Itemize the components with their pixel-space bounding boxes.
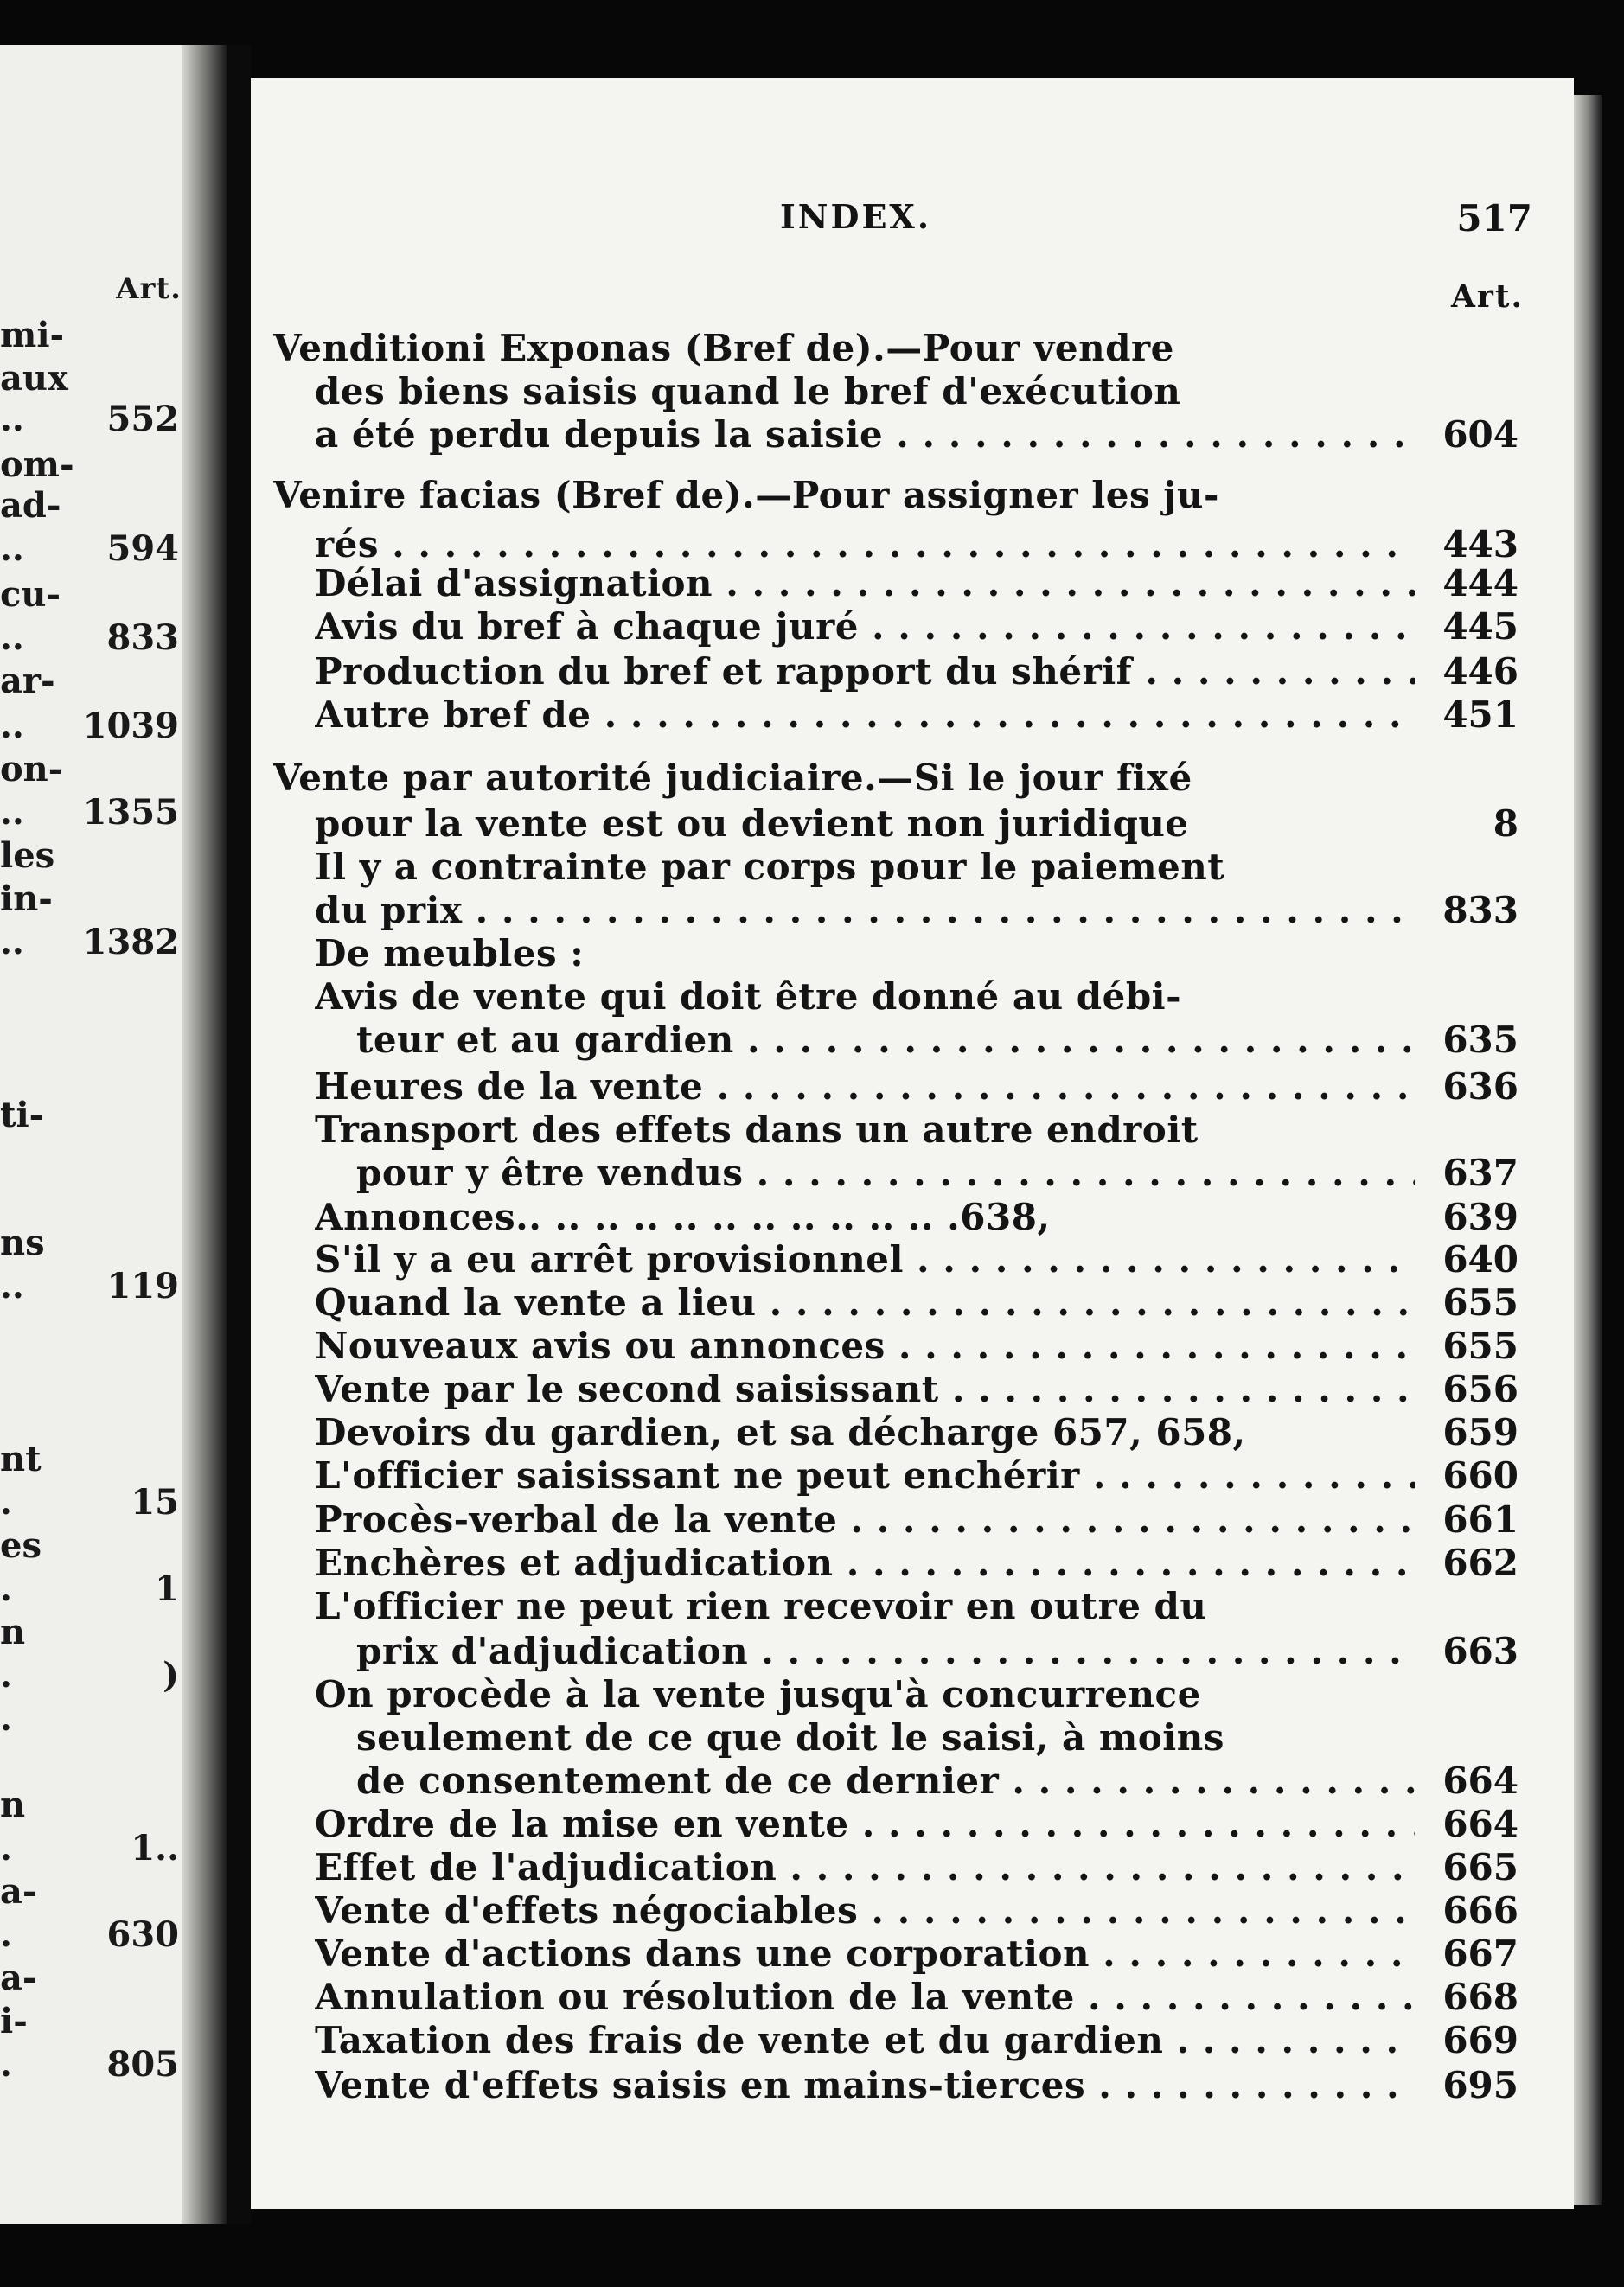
index-entry [273, 1932, 1519, 1976]
index-entry-text: Effet de l'adjudication . . . [315, 1846, 1415, 1889]
previous-page [0, 45, 227, 2224]
index-entry-article-number: 660 [1442, 1454, 1519, 1497]
left-fragment-number: 833 [106, 617, 179, 658]
left-fragment-text: aux [0, 358, 68, 399]
index-entry-text: Devoirs du gardien, et sa décharge 657, 658, [315, 1411, 1246, 1453]
index-entry-text: On procède à la vente jusqu'à concurrence [315, 1673, 1201, 1715]
art-column-header: Art. [1450, 278, 1524, 315]
index-entry-article-number: 669 [1442, 2019, 1519, 2061]
index-entry [273, 650, 1519, 693]
left-fragment-number: 594 [106, 528, 179, 569]
index-entry-text: pour y être vendus . . . [356, 1152, 1415, 1195]
index-entry-article-number: 656 [1442, 1368, 1519, 1410]
left-fragment-text: es [0, 1525, 42, 1566]
left-fragment-text: .. [0, 528, 24, 569]
index-entry-article-number: 666 [1442, 1889, 1519, 1932]
index-entry [273, 1542, 1519, 1585]
index-entry-text: Heures de la vente . . . [315, 1065, 1415, 1108]
left-fragment-number: 1.. [131, 1828, 179, 1869]
index-entry [273, 889, 1519, 932]
left-fragment-text: .. [0, 922, 24, 962]
index-entry-article-number: 443 [1442, 523, 1519, 565]
index-entry [273, 1152, 1519, 1195]
index-entry-text: Venditioni Exponas (Bref de).—Pour vendre [273, 327, 1174, 369]
index-entry [273, 1325, 1519, 1368]
index-entry [273, 757, 1519, 800]
index-entry [273, 846, 1519, 889]
index-entry [273, 413, 1519, 457]
index-entry-article-number: 637 [1442, 1152, 1519, 1194]
left-fragment-text: on- [0, 749, 63, 789]
index-entry [273, 802, 1519, 846]
left-fragment-text: . [0, 1914, 12, 1955]
index-entry-text: Vente d'effets négociables . . . [315, 1889, 1415, 1932]
left-fragment-text: . [0, 1828, 12, 1869]
index-entry-text: pour la vente est ou devient non juridique [315, 802, 1189, 845]
left-fragment-text: a- [0, 1958, 37, 1998]
left-fragment-text: . [0, 1655, 12, 1696]
left-fragment-text: ar- [0, 661, 55, 701]
left-fragment-number: 1382 [82, 922, 179, 962]
index-entry-article-number: 446 [1442, 650, 1519, 693]
left-fragment-number: 15 [131, 1482, 179, 1523]
left-fragment-text: mi- [0, 315, 65, 355]
page-divider [227, 45, 251, 2224]
index-entry-text: Vente par autorité judiciaire.—Si le jour fixé [273, 757, 1192, 799]
index-entry-text: Autre bref de . . . [315, 693, 1415, 737]
left-fragment-text: n [0, 1785, 26, 1825]
index-entry-article-number: 663 [1442, 1630, 1519, 1672]
index-entry-text: L'officier saisissant ne peut enchérir . . . [315, 1454, 1415, 1498]
book-gutter-shadow [182, 45, 227, 2224]
index-entry-text: Quand la vente a lieu . . . [315, 1281, 1415, 1325]
index-entry [273, 370, 1519, 413]
index-entry [273, 2064, 1519, 2107]
index-entry [273, 1019, 1519, 1062]
left-fragment-number: 1355 [82, 792, 179, 833]
left-fragment-text: nt [0, 1439, 42, 1479]
running-title: INDEX. [780, 197, 932, 236]
index-entry-article-number: 604 [1442, 413, 1519, 456]
index-entry-text: De meubles : [315, 932, 585, 974]
left-fragment-number: 630 [106, 1914, 179, 1955]
index-entry-text: Avis de vente qui doit être donné au débi- [315, 975, 1182, 1018]
index-entry-text: Avis du bref à chaque juré . . . [315, 605, 1415, 648]
index-entry [273, 1238, 1519, 1281]
index-entry [273, 1281, 1519, 1325]
index-entry-text: seulement de ce que doit le saisi, à moins [356, 1716, 1224, 1759]
left-fragment-text: .. [0, 706, 24, 746]
index-page [251, 78, 1574, 2209]
index-entry-article-number: 451 [1442, 693, 1519, 736]
index-entry-text: Enchères et adjudication . . . [315, 1542, 1415, 1585]
index-entry [273, 1630, 1519, 1673]
index-entry [273, 1368, 1519, 1411]
index-entry [273, 1673, 1519, 1716]
left-fragment-text: . [0, 2044, 12, 2085]
index-entry [273, 932, 1519, 975]
left-fragment-text: cu- [0, 574, 61, 615]
index-entry [273, 2019, 1519, 2062]
index-entry-text: Il y a contrainte par corps pour le paiement [315, 846, 1225, 888]
index-entry [273, 1108, 1519, 1152]
index-entry-article-number: 8 [1493, 802, 1519, 845]
index-entry-text: Annulation ou résolution de la vente . . . [315, 1976, 1415, 2019]
left-fragment-text: in- [0, 878, 53, 919]
left-fragment-number: 1 [155, 1568, 179, 1609]
index-entry [273, 693, 1519, 737]
index-entry-text: Venire facias (Bref de).—Pour assigner les ju- [273, 474, 1219, 516]
index-entry-text: a été perdu depuis la saisie . . . [315, 413, 1415, 457]
index-entries [251, 78, 1574, 2209]
index-entry-text: L'officier ne peut rien recevoir en outre du [315, 1585, 1207, 1627]
left-fragment-number: ) [163, 1655, 179, 1696]
index-entry [273, 1716, 1519, 1760]
index-entry-text: Taxation des frais de vente et du gardien . . . [315, 2019, 1415, 2062]
index-entry [273, 327, 1519, 370]
index-entry [273, 1454, 1519, 1498]
left-fragment-text: . [0, 1568, 12, 1609]
index-entry-text: Production du bref et rapport du shérif . . . [315, 650, 1415, 693]
index-entry-text: du prix . . . [315, 889, 1415, 932]
index-entry-text: rés . . . [315, 523, 1415, 566]
index-entry-text: Vente d'effets saisis en mains-tierces . . . [315, 2064, 1415, 2107]
index-entry-text: des biens saisis quand le bref d'exécution [315, 370, 1181, 412]
index-entry-text: prix d'adjudication . . . [356, 1630, 1415, 1673]
left-fragment-text: n [0, 1612, 26, 1652]
index-entry-article-number: 695 [1442, 2064, 1519, 2106]
index-entry-text: Annonces.. .. .. .. .. .. .. .. .. .. .. .638, [315, 1196, 1051, 1238]
index-entry-text: Procès-verbal de la vente . . . [315, 1498, 1415, 1542]
index-entry-text: de consentement de ce dernier . . . [356, 1760, 1415, 1803]
index-entry-article-number: 445 [1442, 605, 1519, 648]
index-entry [273, 474, 1519, 517]
left-fragment-number: 805 [106, 2044, 179, 2085]
index-entry [273, 975, 1519, 1019]
index-entry-article-number: 655 [1442, 1281, 1519, 1324]
left-fragment-text: . [0, 1482, 12, 1523]
left-fragment-text: . [0, 1698, 12, 1739]
index-entry-text: Ordre de la mise en vente . . . [315, 1803, 1415, 1846]
index-entry-article-number: 639 [1442, 1196, 1519, 1238]
index-entry-article-number: 661 [1442, 1498, 1519, 1541]
left-fragment-text: .. [0, 399, 24, 439]
index-entry-text: Vente par le second saisissant . . . [315, 1368, 1415, 1411]
left-fragment-text: ti- [0, 1095, 44, 1135]
index-entry [273, 1065, 1519, 1108]
index-entry [273, 523, 1519, 566]
index-entry-article-number: 659 [1442, 1411, 1519, 1453]
left-fragment-number: 1039 [82, 706, 179, 746]
index-entry-article-number: 833 [1442, 889, 1519, 931]
left-fragment-number: 119 [106, 1266, 179, 1306]
index-entry [273, 1846, 1519, 1889]
index-entry-article-number: 667 [1442, 1932, 1519, 1975]
left-fragment-text: .. [0, 1266, 24, 1306]
index-entry-article-number: 665 [1442, 1846, 1519, 1888]
index-entry-text: teur et au gardien . . . [356, 1019, 1415, 1062]
index-entry-article-number: 635 [1442, 1019, 1519, 1061]
left-fragment-text: i- [0, 2001, 28, 2041]
index-entry [273, 1889, 1519, 1932]
index-entry-article-number: 444 [1442, 562, 1519, 604]
index-entry-article-number: 655 [1442, 1325, 1519, 1367]
index-entry [273, 1411, 1519, 1454]
index-entry-article-number: 664 [1442, 1760, 1519, 1802]
index-entry [273, 1585, 1519, 1628]
index-entry [273, 1803, 1519, 1846]
left-fragment-text: .. [0, 792, 24, 833]
index-entry-article-number: 668 [1442, 1976, 1519, 2018]
left-fragment-text: ad- [0, 485, 61, 526]
index-entry [273, 1760, 1519, 1803]
index-entry [273, 562, 1519, 605]
index-entry [273, 605, 1519, 648]
left-fragment-text: .. [0, 617, 24, 658]
left-fragment-text: les [0, 835, 55, 876]
left-art-column-header: Art. [116, 272, 182, 306]
index-entry-article-number: 662 [1442, 1542, 1519, 1584]
left-fragment-text: ns [0, 1223, 45, 1263]
index-entry-article-number: 664 [1442, 1803, 1519, 1845]
page-edge-shadow [1574, 95, 1602, 2205]
left-fragment-number: 552 [106, 399, 179, 439]
page-number: 517 [1456, 197, 1532, 240]
left-fragment-text: om- [0, 444, 74, 485]
index-entry-text: Transport des effets dans un autre endroit [315, 1108, 1199, 1151]
index-entry [273, 1498, 1519, 1542]
index-entry [273, 1976, 1519, 2019]
index-entry-article-number: 636 [1442, 1065, 1519, 1108]
index-entry-text: Délai d'assignation . . . [315, 562, 1415, 605]
index-entry-article-number: 640 [1442, 1238, 1519, 1281]
index-entry-text: Nouveaux avis ou annonces . . . [315, 1325, 1415, 1368]
left-fragment-text: a- [0, 1871, 37, 1912]
index-entry-text: Vente d'actions dans une corporation . . . [315, 1932, 1415, 1976]
index-entry [273, 1196, 1519, 1239]
index-entry-text: S'il y a eu arrêt provisionnel . . . [315, 1238, 1415, 1281]
